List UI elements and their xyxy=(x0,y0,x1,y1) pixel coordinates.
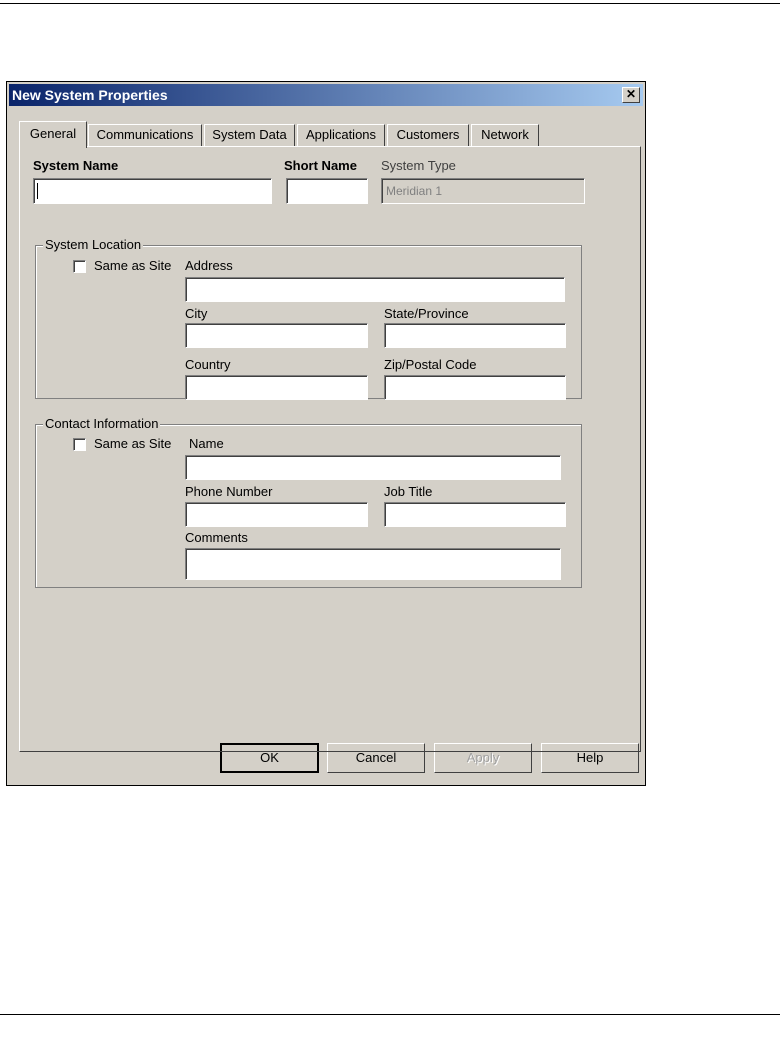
page-top-rule xyxy=(0,3,780,4)
general-tab-panel xyxy=(19,146,641,752)
tab-label: General xyxy=(29,126,77,141)
tab-general[interactable] xyxy=(19,121,87,148)
job-title-input[interactable] xyxy=(384,502,566,527)
job-title-label: Job Title xyxy=(384,484,433,499)
location-same-as-site-label: Same as Site xyxy=(94,258,172,273)
system-type-field xyxy=(381,178,585,204)
tab-label: Applications xyxy=(305,127,377,142)
contact-name-input[interactable] xyxy=(185,455,561,480)
system-name-label: System Name xyxy=(33,158,119,173)
zip-postal-code-input[interactable] xyxy=(384,375,566,400)
text-caret xyxy=(37,183,38,199)
system-location-title: System Location xyxy=(45,237,142,252)
contact-same-as-site-label: Same as Site xyxy=(94,436,172,451)
tab-label: Customers xyxy=(396,127,460,142)
address-label: Address xyxy=(185,258,233,273)
tab-network[interactable] xyxy=(471,124,539,146)
new-system-properties-dialog xyxy=(6,81,646,786)
apply-button[interactable]: Apply xyxy=(434,743,532,773)
system-name-input[interactable] xyxy=(33,178,272,204)
state-province-label: State/Province xyxy=(384,306,469,321)
phone-number-label: Phone Number xyxy=(185,484,273,499)
tab-system-data[interactable] xyxy=(204,124,295,146)
address-input[interactable] xyxy=(185,277,565,302)
location-same-as-site-checkbox[interactable] xyxy=(73,260,86,273)
short-name-label: Short Name xyxy=(284,158,357,173)
city-label: City xyxy=(185,306,208,321)
tab-label: Network xyxy=(481,127,529,142)
contact-name-label: Name xyxy=(189,436,224,451)
zip-postal-code-label: Zip/Postal Code xyxy=(384,357,477,372)
country-input[interactable] xyxy=(185,375,368,400)
tab-customers[interactable] xyxy=(387,124,469,146)
contact-information-title: Contact Information xyxy=(45,416,159,431)
short-name-input[interactable] xyxy=(286,178,368,204)
contact-same-as-site-checkbox[interactable] xyxy=(73,438,86,451)
cancel-button[interactable]: Cancel xyxy=(327,743,425,773)
system-type-label: System Type xyxy=(381,158,456,173)
comments-input[interactable] xyxy=(185,548,561,580)
tab-applications[interactable] xyxy=(297,124,385,146)
comments-label: Comments xyxy=(185,530,248,545)
ok-button[interactable]: OK xyxy=(220,743,319,773)
tab-label: System Data xyxy=(212,127,287,142)
phone-number-input[interactable] xyxy=(185,502,368,527)
tab-label: Communications xyxy=(96,127,194,142)
tab-communications[interactable] xyxy=(88,124,202,146)
close-icon[interactable]: ✕ xyxy=(622,87,640,103)
state-province-input[interactable] xyxy=(384,323,566,348)
city-input[interactable] xyxy=(185,323,368,348)
title-bar[interactable] xyxy=(9,84,643,106)
help-button[interactable]: Help xyxy=(541,743,639,773)
system-type-value: Meridian 1 xyxy=(386,184,443,198)
dialog-title: New System Properties xyxy=(12,87,168,103)
page-bottom-rule xyxy=(0,1014,780,1015)
country-label: Country xyxy=(185,357,231,372)
